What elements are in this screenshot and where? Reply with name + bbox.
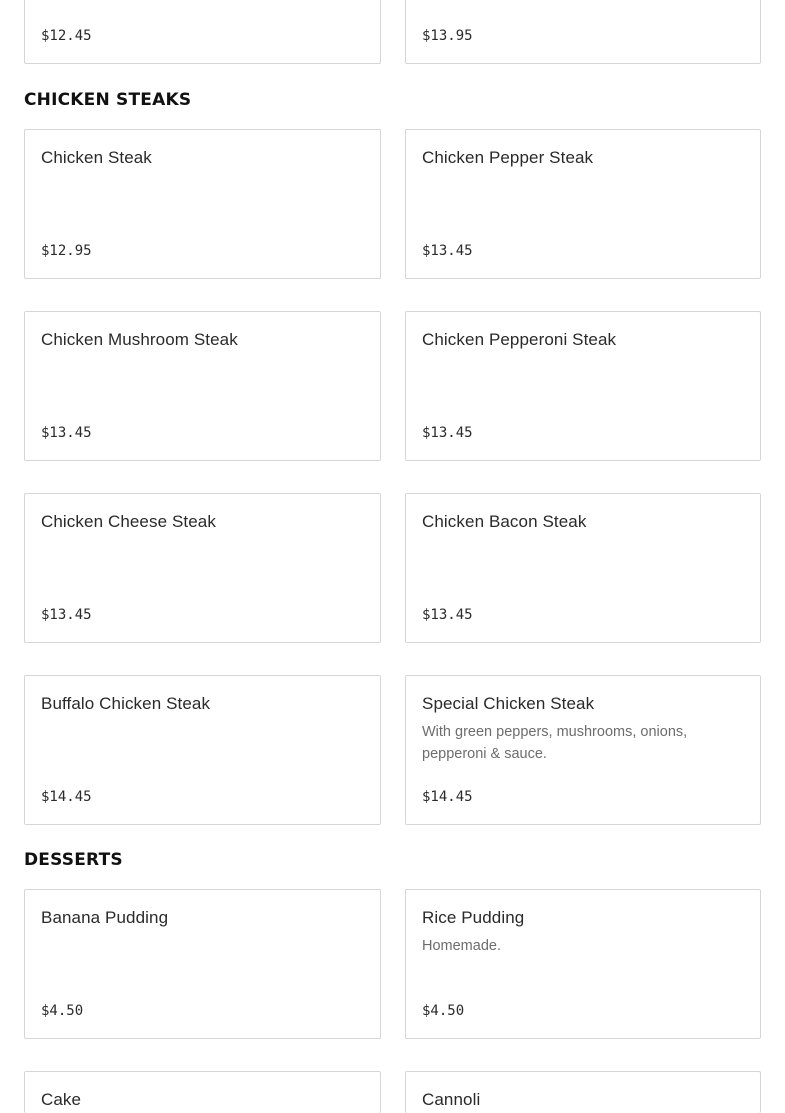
menu-item-price: $13.45 [41, 425, 92, 441]
menu-item-name: Banana Pudding [41, 908, 169, 927]
menu-item-card[interactable] [24, 311, 381, 461]
menu-item-card[interactable] [405, 0, 761, 64]
menu-item-name: Buffalo Chicken Steak [41, 694, 211, 713]
menu-item-name: Cannoli [422, 1090, 481, 1109]
menu-item-card[interactable] [405, 493, 761, 643]
menu-item-price: $13.45 [422, 607, 473, 623]
menu-item-price: $12.45 [41, 28, 92, 44]
menu-item-price: $12.95 [41, 243, 92, 259]
menu-item-name: Chicken Mushroom Steak [41, 330, 238, 349]
menu-item-card[interactable] [24, 889, 381, 1039]
menu-item-card[interactable] [24, 1071, 381, 1113]
menu-item-card[interactable] [24, 493, 381, 643]
menu-item-description: With green peppers, mushrooms, onions, pepperoni & sauce. [422, 724, 688, 762]
menu-item-price: $13.45 [422, 243, 473, 259]
menu-item-name: Special Chicken Steak [422, 694, 595, 713]
menu-item-price: $14.45 [422, 789, 473, 805]
menu-item-price: $13.45 [422, 425, 473, 441]
menu-item-card[interactable] [24, 0, 381, 64]
menu-item-name: Chicken Cheese Steak [41, 512, 216, 531]
menu-item-card[interactable] [405, 311, 761, 461]
menu-item-price: $13.45 [41, 607, 92, 623]
menu-item-price: $13.95 [422, 28, 473, 44]
section-title-chicken-steaks: CHICKEN STEAKS [24, 90, 192, 110]
menu-item-name: Rice Pudding [422, 908, 525, 927]
menu-item-name: Chicken Bacon Steak [422, 512, 587, 531]
menu-item-price: $4.50 [422, 1003, 465, 1019]
menu-item-name: Chicken Steak [41, 148, 152, 167]
section-title-desserts: DESSERTS [24, 850, 123, 870]
menu-item-card[interactable] [405, 129, 761, 279]
menu-item-card[interactable] [24, 675, 381, 825]
menu-item-card[interactable] [405, 1071, 761, 1113]
menu-item-description: Homemade. [422, 938, 501, 954]
menu-item-price: $4.50 [41, 1003, 84, 1019]
menu-item-name: Cake [41, 1090, 82, 1109]
menu-item-price: $14.45 [41, 789, 92, 805]
menu-item-card[interactable] [24, 129, 381, 279]
menu-item-name: Chicken Pepperoni Steak [422, 330, 617, 349]
menu-item-card[interactable] [405, 889, 761, 1039]
menu-item-name: Chicken Pepper Steak [422, 148, 594, 167]
menu-item-card[interactable] [405, 675, 761, 825]
